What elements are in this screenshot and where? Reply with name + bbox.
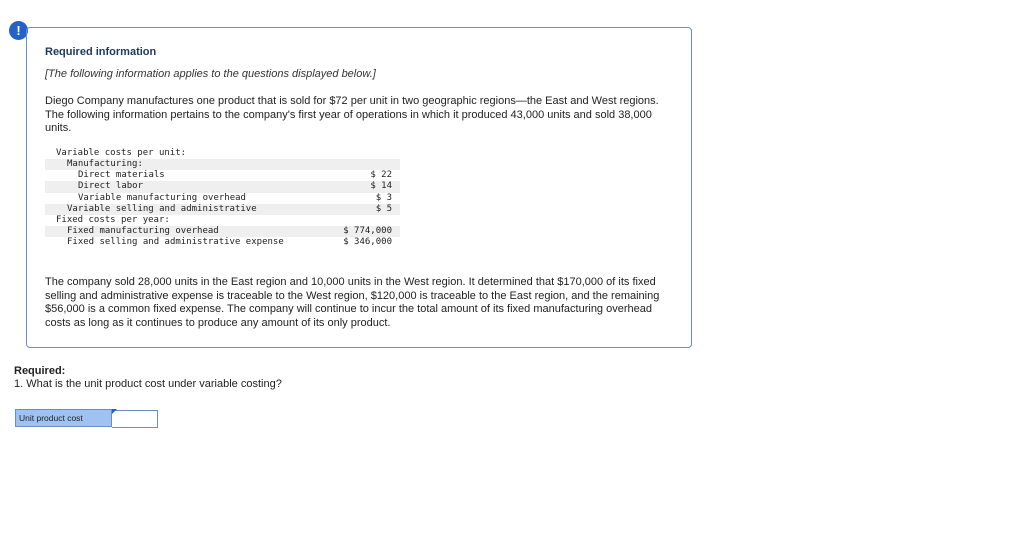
info-paragraph-1: Diego Company manufactures one product that is sold for $72 per unit in two geographic regions—the East and West regions. The following information pertains to the company's first year of operations in which it produced 43,000 units and sold 38,000 units. (45, 95, 659, 134)
cost-row-label: Variable selling and administrative (67, 203, 257, 214)
cost-row-value: $ 774,000 (343, 225, 392, 236)
cost-row-value: $ 14 (370, 181, 392, 192)
cost-row (45, 170, 400, 181)
required-question: 1. What is the unit product cost under variable costing? (14, 378, 282, 390)
cost-row (45, 148, 400, 159)
cost-row-label: Fixed costs per year: (56, 214, 170, 225)
unit-product-cost-input[interactable] (112, 410, 158, 428)
cost-row (45, 204, 400, 215)
cost-row-label: Manufacturing: (67, 159, 143, 170)
cost-row-label: Direct labor (78, 181, 144, 192)
cost-row (45, 193, 400, 204)
cost-row (45, 226, 400, 237)
cost-row-label: Variable costs per unit: (56, 148, 187, 158)
cost-row-label: Direct materials (78, 170, 165, 181)
cost-row-label: Variable manufacturing overhead (78, 192, 246, 203)
cost-row (45, 159, 400, 170)
unit-product-cost-label: Unit product cost (15, 409, 112, 427)
required-heading: Required: (14, 365, 66, 377)
cost-row (45, 215, 400, 226)
cost-table (45, 148, 400, 248)
cost-row-value: $ 22 (370, 170, 392, 181)
info-subtitle: [The following information applies to the questions displayed below.] (45, 68, 376, 80)
cost-row-value: $ 3 (375, 192, 392, 203)
info-title: Required information (45, 46, 157, 58)
answer-input-wrap (112, 409, 158, 427)
input-corner-marker-icon (112, 409, 117, 414)
cost-row-value: $ 5 (375, 203, 392, 214)
exclamation-icon: ! (9, 21, 28, 40)
cost-row (45, 181, 400, 192)
cost-row (45, 237, 400, 248)
cost-row-label: Fixed manufacturing overhead (67, 225, 219, 236)
cost-row-label: Fixed selling and administrative expense (67, 237, 284, 248)
info-paragraph-2: The company sold 28,000 units in the East region and 10,000 units in the West region. It determined that $170,000 of its fixed selling and administrative expense is traceable to the West region, $120,000 is traceable to the East region, and the remaining $56,000 is a common fixed expense. The company will continue to incur the total amount of its fixed manufacturing overhead costs as long as it continues to produce any amount of its only product. (45, 276, 660, 329)
cost-row-value: $ 346,000 (343, 237, 392, 248)
answer-row (15, 409, 158, 427)
